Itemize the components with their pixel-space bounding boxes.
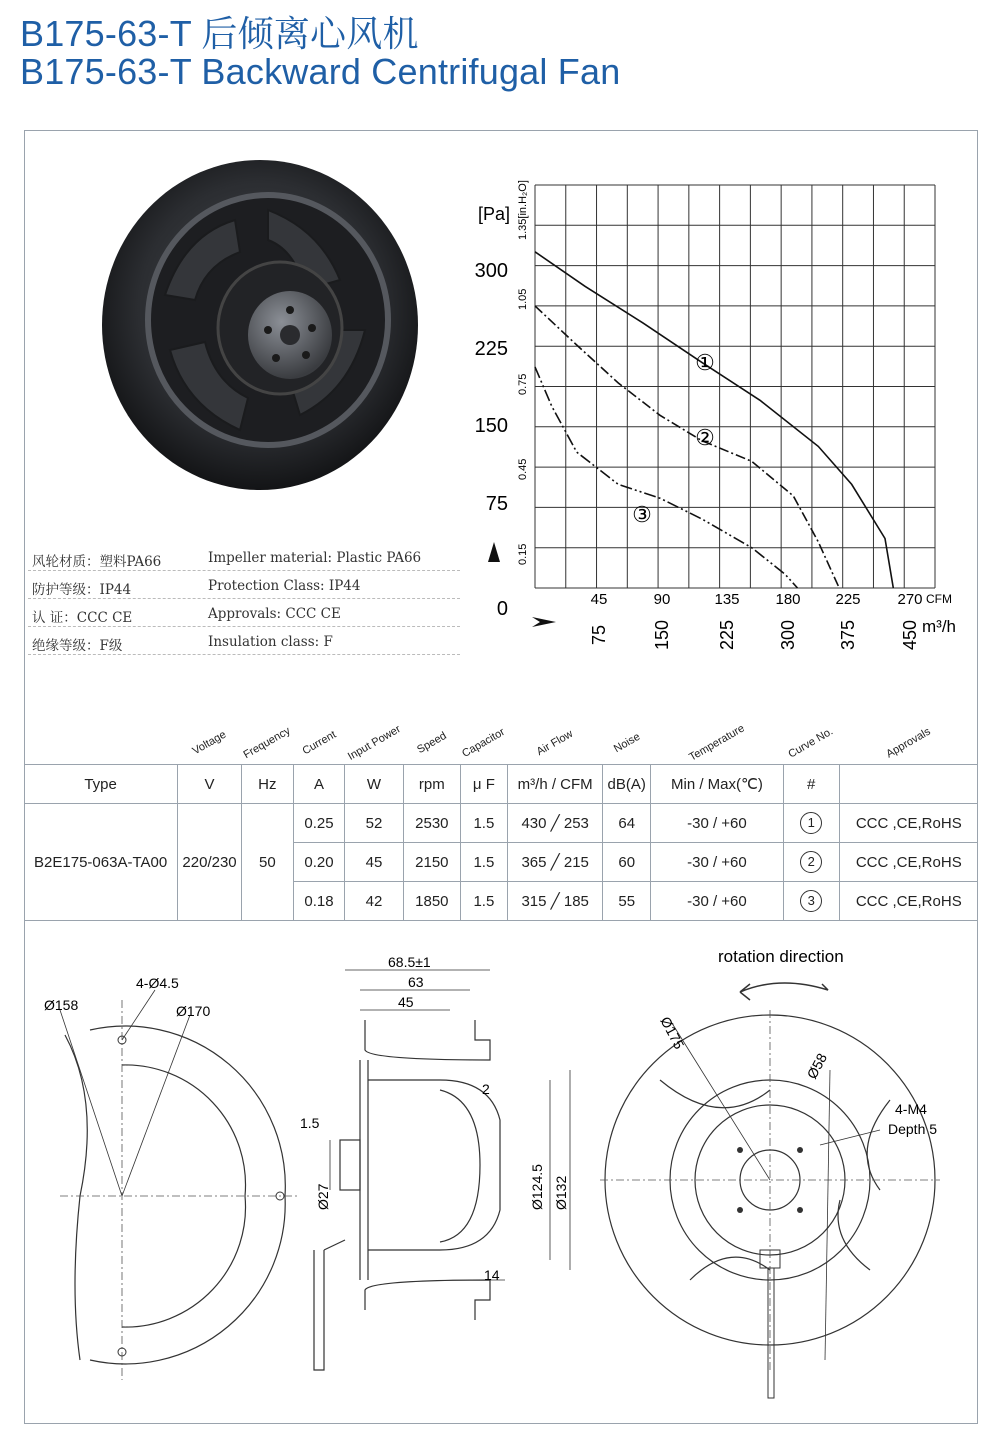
spec-approvals	[28, 602, 460, 627]
table-cell: 315 ╱ 185	[507, 882, 602, 921]
y2-tick-label: 0.15	[517, 543, 529, 565]
curve-cell	[783, 882, 839, 921]
frequency-cell: 50	[241, 804, 293, 921]
dim-t2: 2	[482, 1081, 490, 1097]
hdr-frequency: Frequency	[241, 718, 293, 765]
x-tick-m3h: 150	[652, 619, 672, 650]
hdr-curve: Curve No.	[783, 718, 839, 765]
dim-depth: Depth 5	[888, 1121, 938, 1137]
table-cell: CCC ,CE,RoHS	[839, 882, 978, 921]
table-cell: 55	[603, 882, 651, 921]
unit-voltage: V	[178, 765, 242, 804]
table-cell: CCC ,CE,RoHS	[839, 843, 978, 882]
spec-protection	[28, 574, 460, 599]
spec-impeller-cn: 风轮材质：塑料PA66	[32, 554, 162, 570]
spec-impeller-en: Impeller material: Plastic PA66	[208, 550, 422, 566]
unit-flow: m³/h / CFM	[507, 765, 602, 804]
voltage-cell: 220/230	[178, 804, 242, 921]
x-axis-arrow-icon	[532, 617, 556, 627]
table-cell: 0.20	[293, 843, 344, 882]
curve-series-1	[535, 252, 893, 588]
dim-d175: Ø175	[657, 1013, 688, 1052]
chart-labels	[475, 180, 956, 650]
y-tick-label: 300	[474, 260, 508, 282]
dim-w45: 45	[398, 994, 414, 1010]
dim-t15: 1.5	[300, 1115, 320, 1131]
table-cell: 2150	[403, 843, 460, 882]
y2-axis-unit: 1.35[in.H₂O]	[517, 180, 529, 240]
unit-power: W	[345, 765, 404, 804]
hdr-airflow: Air Flow	[507, 718, 602, 765]
hdr-temperature: Temperature	[651, 718, 784, 765]
table-cell: -30 / +60	[651, 804, 784, 843]
drawing-front-view	[600, 940, 970, 1410]
curve-label-2: ②	[695, 425, 715, 450]
y-tick-label: 225	[474, 338, 508, 360]
curve-number-badge: 1	[800, 812, 822, 834]
unit-type: Type	[24, 765, 178, 804]
unit-speed: rpm	[403, 765, 460, 804]
unit-current: A	[293, 765, 344, 804]
dim-t14: 14	[484, 1267, 500, 1283]
x-tick-m3h: 300	[778, 619, 798, 650]
unit-curve: #	[783, 765, 839, 804]
curve-cell	[783, 804, 839, 843]
curve-series-3	[535, 367, 798, 588]
table-cell: 45	[345, 843, 404, 882]
x-tick-m3h: 450	[900, 619, 920, 650]
table-cell: -30 / +60	[651, 843, 784, 882]
y-axis-unit: [Pa]	[478, 204, 511, 224]
table-cell: 52	[345, 804, 404, 843]
table-cell: -30 / +60	[651, 882, 784, 921]
table-cell: 2530	[403, 804, 460, 843]
chart-grid	[535, 185, 935, 588]
y-axis-arrow-icon	[488, 542, 500, 562]
x-tick-m3h: 75	[589, 624, 609, 646]
table-cell: 365 ╱ 215	[507, 843, 602, 882]
hdr-type	[24, 718, 178, 765]
x-tick-cfm: 180	[775, 591, 801, 608]
table-cell: 60	[603, 843, 651, 882]
y2-tick-label: 0.75	[517, 373, 529, 395]
x-tick-m3h: 225	[717, 619, 737, 650]
dim-w685: 68.5±1	[388, 954, 431, 970]
dim-d170: Ø170	[176, 1003, 211, 1019]
table-cell: 42	[345, 882, 404, 921]
fan-photo	[90, 150, 430, 500]
spec-table	[24, 718, 978, 921]
drawing-side-view	[290, 950, 600, 1400]
hdr-current: Current	[293, 718, 344, 765]
table-cell: 64	[603, 804, 651, 843]
rotation-label: rotation direction	[718, 947, 844, 966]
curve-number-badge: 3	[800, 890, 822, 912]
spec-insulation	[28, 630, 460, 655]
dim-d27: Ø27	[315, 1183, 331, 1210]
unit-frequency: Hz	[241, 765, 293, 804]
curve-number-badge: 2	[800, 851, 822, 873]
x-tick-cfm: 225	[835, 591, 861, 608]
drawing-inlet-ring	[30, 960, 310, 1380]
spec-impeller	[28, 546, 460, 571]
table-cell: 1.5	[460, 882, 507, 921]
hdr-capacitor: Capacitor	[460, 718, 507, 765]
table-cell: CCC ,CE,RoHS	[839, 804, 978, 843]
type-cell: B2E175-063A-TA00	[24, 804, 178, 921]
hdr-voltage: Voltage	[178, 718, 242, 765]
table-cell: 1850	[403, 882, 460, 921]
x-tick-cfm: 90	[653, 591, 671, 608]
curve-label-1: ①	[695, 350, 715, 375]
curve-label-3: ③	[632, 502, 652, 527]
unit-temp: Min / Max(℃)	[651, 765, 784, 804]
hdr-speed: Speed	[403, 718, 460, 765]
table-cell: 430 ╱ 253	[507, 804, 602, 843]
performance-chart	[460, 170, 960, 650]
curve-series-2	[535, 306, 839, 588]
dim-m4: 4-M4	[895, 1101, 927, 1117]
spec-protection-en: Protection Class: IP44	[208, 578, 361, 594]
spec-insulation-cn: 绝缘等级：F级	[32, 638, 123, 654]
y2-tick-label: 0.45	[517, 458, 529, 480]
unit-approvals	[839, 765, 978, 804]
table-cell: 0.18	[293, 882, 344, 921]
hdr-input-power: Input Power	[345, 718, 404, 765]
hdr-approvals: Approvals	[839, 718, 978, 765]
chart-curves	[535, 252, 893, 588]
spec-insulation-en: Insulation class: F	[208, 634, 333, 650]
spec-protection-cn: 防护等级：IP44	[32, 582, 132, 598]
x-tick-m3h: 375	[838, 619, 858, 650]
dim-holes: 4-Ø4.5	[136, 975, 179, 991]
unit-cap: μ F	[460, 765, 507, 804]
x-axis-unit-m3h: m³/h	[922, 617, 956, 636]
table-cell: 1.5	[460, 804, 507, 843]
title-english: B175-63-T Backward Centrifugal Fan	[20, 51, 621, 92]
hdr-noise: Noise	[603, 718, 651, 765]
unit-noise: dB(A)	[603, 765, 651, 804]
y-tick-label: 0	[496, 598, 508, 620]
spec-approvals-cn: 认 证：CCC CE	[32, 610, 133, 626]
x-tick-cfm: 45	[590, 591, 608, 608]
y-tick-label: 150	[474, 415, 508, 437]
table-cell: 0.25	[293, 804, 344, 843]
x-axis-unit-cfm: CFM	[926, 592, 952, 606]
curve-cell	[783, 843, 839, 882]
rotation-arrow-icon	[740, 983, 828, 1000]
x-tick-cfm: 135	[714, 591, 740, 608]
dim-d58: Ø58	[803, 1050, 831, 1082]
dim-d132: Ø132	[553, 1175, 569, 1210]
dim-d158: Ø158	[44, 997, 79, 1013]
y-tick-label: 75	[485, 493, 508, 515]
dim-d1245: Ø124.5	[529, 1164, 545, 1210]
dim-w63: 63	[408, 974, 424, 990]
title-chinese: B175-63-T 后倾离心风机	[20, 13, 419, 54]
spec-approvals-en: Approvals: CCC CE	[208, 606, 341, 622]
x-tick-cfm: 270	[897, 591, 923, 608]
y2-tick-label: 1.05	[517, 288, 529, 310]
table-cell: 1.5	[460, 843, 507, 882]
